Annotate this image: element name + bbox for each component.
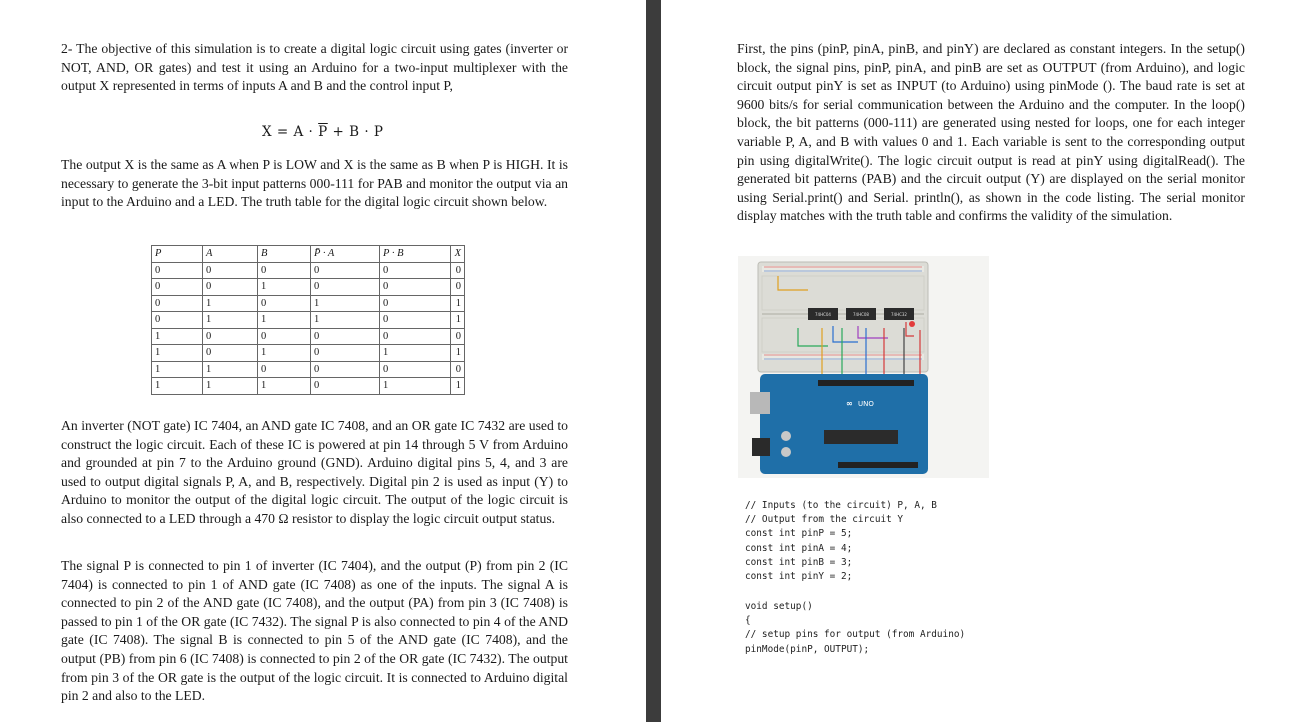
ic-7408-chip: [846, 308, 876, 320]
header-pbar-a: P̄ · A: [311, 246, 380, 263]
cell-p-b: 1: [380, 345, 451, 362]
header-b: B: [258, 246, 311, 263]
description-paragraph: The output X is the same as A when P is LOW and X is the same as B when P is HIGH. It is necessary to generate the 3-bit input patterns 000-111 for PAB and monitor the output via an input to the Arduino and a LED. The truth table for the digital logic circuit shown below.: [61, 157, 568, 210]
cell-pbar-a: 0: [311, 361, 380, 378]
page-gutter: [646, 0, 661, 722]
code-listing-setup: void setup() { // setup pins for output (from Arduino) pinMode(pinP, OUTPUT);: [745, 601, 966, 655]
ic-paragraph: An inverter (NOT gate) IC 7404, an AND gate IC 7408, and an OR gate IC 7432 are used to construct the logic circuit. Each of these IC is powered at pin 14 through 5 V from Arduino and grounded at pin 7 to the Arduino ground (GND). Arduino digital pins 5, 4, and 3 are used to output digital signals P, A, and B, respectively. Digital pin 2 is used as input (Y) to Arduino to monitor the output of the digital logic circuit. The output of the logic circuit is also connected to a LED through a 470 Ω resistor to display the logic circuit output status.: [61, 418, 568, 526]
cell-p: 0: [152, 295, 203, 312]
table-row: [152, 295, 465, 312]
chip-label-7404: 74HC04: [815, 312, 831, 317]
ic-7404-chip: [808, 308, 838, 320]
cell-b: 1: [258, 279, 311, 296]
cell-b: 1: [258, 345, 311, 362]
cell-b: 1: [258, 312, 311, 329]
cell-x: 1: [451, 312, 465, 329]
cell-a: 1: [203, 361, 258, 378]
cell-p: 1: [152, 345, 203, 362]
cell-p: 1: [152, 328, 203, 345]
cell-p: 0: [152, 312, 203, 329]
table-row: [152, 361, 465, 378]
formula-rhs: + B · P: [327, 124, 384, 140]
cell-a: 0: [203, 262, 258, 279]
svg-text:∞: ∞: [846, 399, 853, 408]
chip-label-7432: 74HC32: [891, 312, 907, 317]
led: [909, 321, 915, 327]
cell-pbar-a: 0: [311, 262, 380, 279]
code-explanation-paragraph: First, the pins (pinP, pinA, pinB, and pinY) are declared as constant integers. In the setup() block, the signal pins, pinP, pinA, and pinB are set as OUTPUT (from Arduino), and logic circuit output pinY is set as INPUT (to Arduino) using pinMode (). The baud rate is set at 9600 bits/s for serial communication between the Arduino and the computer. In the loop() block, the bit patterns (000-111) are generated using nested for loops, one for each integer variable P, A, and B with values 0 and 1. Each variable is sent to the corresponding output pin using digitalWrite(). The logic circuit output is read at pinY using digitalRead(). The generated bit patterns (PAB) and the circuit output (Y) are displayed on the serial monitor using Serial.print() and Serial. println(), as shown in the code listing. The serial monitor display matches with the truth table and confirms the validity of the simulation.: [737, 41, 1245, 224]
truth-table: [151, 245, 465, 395]
intro-paragraph: 2- The objective of this simulation is to create a digital logic circuit using gates (inverter or NOT, AND, OR gates) and test it using an Arduino for a two-input multiplexer with the output X represented in terms of inputs A and B and the control input P,: [61, 41, 568, 94]
cell-p-b: 1: [380, 378, 451, 395]
table-row: [152, 279, 465, 296]
cell-pbar-a: 0: [311, 345, 380, 362]
cell-p-b: 0: [380, 262, 451, 279]
cell-a: 1: [203, 378, 258, 395]
mux-formula: [262, 124, 384, 140]
cell-b: 0: [258, 262, 311, 279]
cell-pbar-a: 0: [311, 328, 380, 345]
cell-x: 0: [451, 279, 465, 296]
truth-table-header-row: [152, 246, 465, 263]
header-p-b: P · B: [380, 246, 451, 263]
header-x: X: [451, 246, 465, 263]
code-listing-declarations: // Inputs (to the circuit) P, A, B // Output from the circuit Y const int pinP = 5; const int pinA = 4; const int pinB = 3; const int pinY = 2;: [745, 500, 937, 583]
cell-p-b: 0: [380, 295, 451, 312]
table-row: [152, 312, 465, 329]
uno-label: UNO: [858, 400, 874, 408]
cell-x: 0: [451, 328, 465, 345]
cell-p: 1: [152, 361, 203, 378]
cell-b: 0: [258, 361, 311, 378]
cell-a: 1: [203, 295, 258, 312]
formula-p-bar: $\overline{P}$: [318, 124, 328, 140]
cell-p: 0: [152, 279, 203, 296]
table-row: [152, 262, 465, 279]
cell-p: 1: [152, 378, 203, 395]
cell-pbar-a: 0: [311, 279, 380, 296]
cell-a: 1: [203, 312, 258, 329]
formula-lhs: X = A ·: [262, 124, 319, 140]
ic-7432-chip: [884, 308, 914, 320]
arduino-uno-board: [750, 374, 928, 474]
cell-a: 0: [203, 328, 258, 345]
header-a: A: [203, 246, 258, 263]
table-row: [152, 378, 465, 395]
cell-a: 0: [203, 279, 258, 296]
signal-paragraph: The signal P is connected to pin 1 of inverter (IC 7404), and the output (P) from pin 2 (IC 7404) is connected to pin 1 of AND gate (IC 7408) as one of the inputs. The signal A is connected to pin 2 of the AND gate (IC 7408), and the output (PA) from pin 3 (IC 7408) is passed to pin 1 of the OR gate (IC 7432). The signal P is also connected to pin 4 of the AND gate (IC 7408). The signal B is connected to pin 5 of the AND gate (IC 7408), and the output (PB) from pin 6 (IC 7408) is connected to pin 2 of the OR gate (IC 7432). The output from pin 3 of the OR gate is the output of the logic circuit. It is connected to Arduino digital pin 2 and also to the LED.: [61, 558, 568, 704]
cell-pbar-a: 0: [311, 378, 380, 395]
cell-p-b: 0: [380, 279, 451, 296]
cell-x: 1: [451, 345, 465, 362]
cell-p-b: 0: [380, 361, 451, 378]
cell-p-b: 0: [380, 328, 451, 345]
table-row: [152, 328, 465, 345]
left-page: [0, 0, 646, 722]
cell-p: 0: [152, 262, 203, 279]
chip-label-7408: 74HC08: [853, 312, 869, 317]
cell-pbar-a: 1: [311, 295, 380, 312]
cell-x: 1: [451, 378, 465, 395]
cell-p-b: 0: [380, 312, 451, 329]
cell-a: 0: [203, 345, 258, 362]
cell-x: 0: [451, 361, 465, 378]
table-row: [152, 345, 465, 362]
cell-b: 1: [258, 378, 311, 395]
cell-x: 1: [451, 295, 465, 312]
cell-b: 0: [258, 328, 311, 345]
cell-b: 0: [258, 295, 311, 312]
cell-x: 0: [451, 262, 465, 279]
truth-table-body: [152, 262, 465, 394]
cell-pbar-a: 1: [311, 312, 380, 329]
header-p: P: [152, 246, 203, 263]
circuit-illustration: [738, 256, 989, 478]
